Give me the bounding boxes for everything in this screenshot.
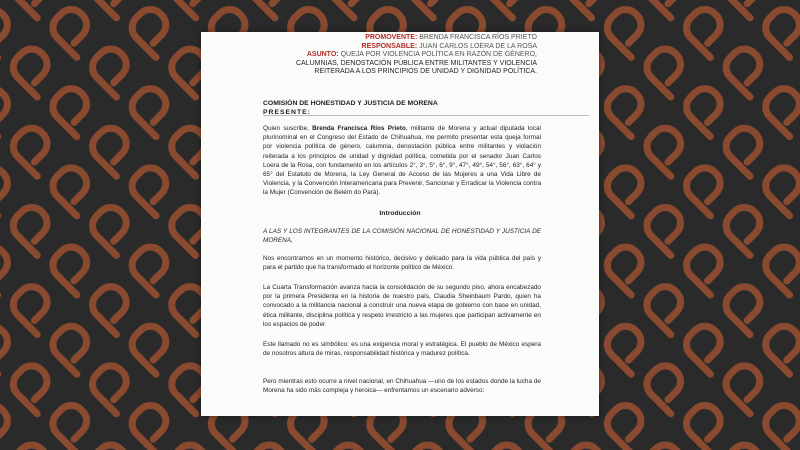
paragraph-cuarta-transformacion: La Cuarta Transformación avanza hacia la consolidación de su segundo piso, ahora encabezado por la primera Presidenta en la historia de nuestro país, Claudia Sheinbaum Pardo, quien ha convocado a la militancia nacional a construir una nueva etapa de gobierno con base en unidad, ética militante, disciplina política y respeto irrestricto a las mujeres que participan activamente en los espacios de poder. xyxy=(263,284,541,328)
paragraph-salutation: A LAS Y LOS INTEGRANTES DE LA COMISIÓN NACIONAL DE HONESTIDAD Y JUSTICIA DE MORENA, xyxy=(263,228,541,245)
asunto-line-2: CALUMNIAS, DENOSTACIÓN PÚBLICA ENTRE MILITANTES Y VIOLENCIA xyxy=(295,59,537,67)
case-header xyxy=(296,34,537,77)
asunto-line: ASUNTO: QUEJA POR VIOLENCIA POLÍTICA EN RAZÓN DE GÉNERO, xyxy=(306,51,537,59)
paragraph-historic-moment: Nos encontramos en un momento histórico, decisivo y delicado para la vida pública del país y para el partido que ha transformado el horizonte político de México. xyxy=(263,255,541,272)
section-title-introduccion: Introducción xyxy=(379,210,421,217)
asunto-line-3: REITERADA A LOS PRINCIPIOS DE UNIDAD Y DIGNIDAD POLÍTICA. xyxy=(314,68,537,76)
promovente-line: PROMOVENTE: BRENDA FRANCISCA RÍOS PRIETO xyxy=(365,34,537,41)
document-page xyxy=(201,32,599,416)
paragraph-llamado: Este llamado no es simbólico: es una exigencia moral y estratégica. El pueblo de México espera de nosotros altura de miras, responsabilidad histórica y madurez política. xyxy=(263,341,541,358)
paragraph-complainant: Quien suscribe, Brenda Francisca Ríos Prieto, militante de Morena y actual diputada local plurinominal en el Congreso del Estado de Chihuahua, me permito presentar esta queja formal por violencia política de género, calumnia, denostación pública entre militantes y violación reiterada a los principios de unidad y dignidad política, cometida por el senador Juan Carlos Loera de la Rosa, con fundamento en los artículos 2°, 3°, 5°, 6°, 9°, 47°, 49°, 54°, 56°, 63°, 64° y 65° del Estatuto de Morena, la Ley General de Acceso de las Mujeres a una Vida Libre de Violencia, y la Convención Interamericana para Prevenir, Sancionar y Erradicar la Violencia contra la Mujer (Convención de Belém do Pará). xyxy=(263,125,541,197)
addressee-commission: COMISIÓN DE HONESTIDAD Y JUSTICIA DE MORENA xyxy=(263,100,438,107)
addressee-presente: PRESENTE: xyxy=(263,109,311,116)
header-divider xyxy=(263,115,589,116)
responsable-line: RESPONSABLE: JUAN CARLOS LOERA DE LA ROSA xyxy=(361,42,537,50)
paragraph-chihuahua: Pero mientras esto ocurre a nivel nacional, en Chihuahua —uno de los estados donde la lucha de Morena ha sido más compleja y heroica— enfrentamos un escenario adverso: xyxy=(263,378,541,395)
complainant-name: Brenda Francisca Ríos Prieto xyxy=(312,125,406,132)
